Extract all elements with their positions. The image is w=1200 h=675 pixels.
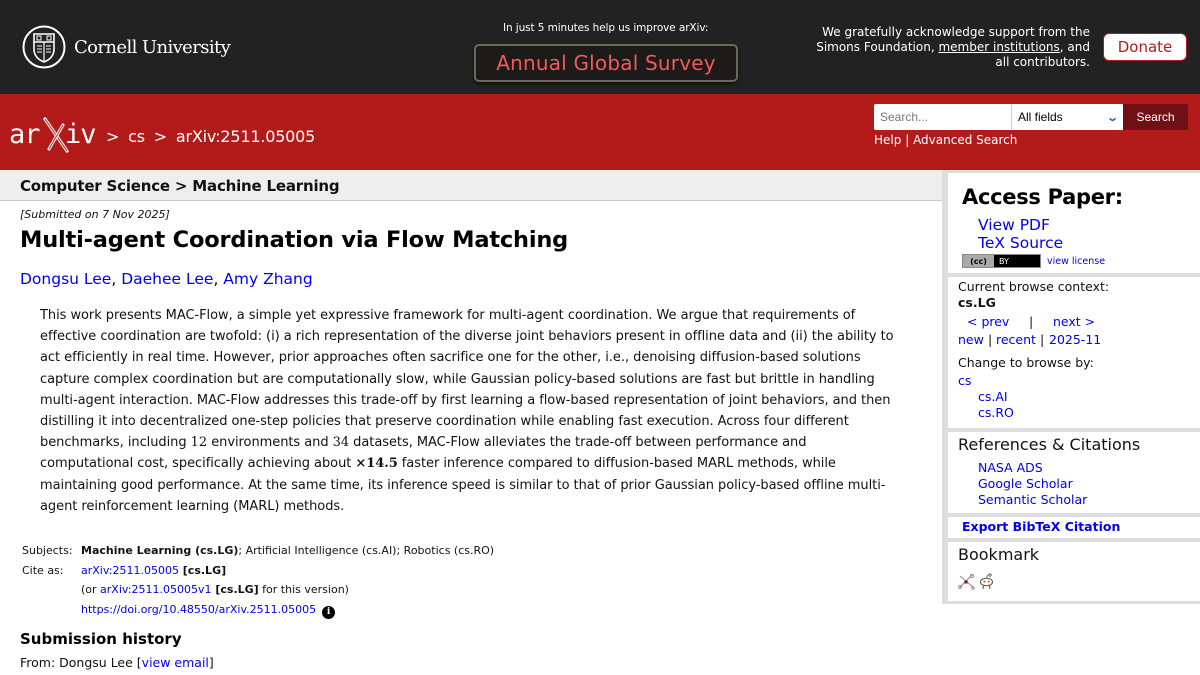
prev-link[interactable]: < prev — [967, 314, 1010, 329]
browse-cs-ro-link[interactable]: cs.RO — [978, 405, 1014, 420]
cornell-university-name: Cornell University — [74, 36, 231, 58]
bibsonomy-icon[interactable] — [958, 573, 975, 590]
primary-subject: Machine Learning (cs.LG) — [81, 544, 239, 557]
cite-id-link[interactable]: arXiv:2511.05005 — [81, 563, 179, 577]
abstract-math: ×14.5 — [355, 456, 398, 472]
subjects-label: Subjects: — [22, 544, 73, 557]
doi-value — [81, 600, 335, 620]
support-text-simons: Simons Foundation, — [816, 40, 939, 54]
author-list: Dongsu Lee, Daehee Lee, Amy Zhang — [20, 270, 313, 288]
help-separator: | — [905, 133, 910, 147]
version-suffix: for this version) — [258, 583, 349, 596]
browse-context-label: Current browse context: — [958, 279, 1110, 294]
breadcrumb-separator: > — [106, 127, 120, 146]
search-input[interactable]: Search... — [874, 104, 1011, 130]
annual-global-survey-button[interactable]: Annual Global Survey — [474, 44, 738, 82]
sidebar — [942, 170, 1200, 604]
author-link[interactable]: Amy Zhang — [223, 270, 313, 288]
top-banner — [0, 0, 1200, 94]
help-links — [874, 133, 1017, 147]
export-panel — [948, 517, 1200, 538]
other-subjects: ; Artificial Intelligence (cs.AI); Robotics (cs.RO) — [238, 544, 495, 557]
references-panel — [948, 432, 1200, 513]
from-bracket: ] — [208, 655, 214, 670]
advanced-search-link[interactable]: Advanced Search — [913, 133, 1018, 147]
chevron-down-icon: ⌄ — [1105, 111, 1119, 124]
view-email-link[interactable]: view email — [141, 655, 209, 670]
survey-caption: In just 5 minutes help us improve arXiv: — [503, 22, 709, 34]
author-link[interactable]: Dongsu Lee — [20, 270, 112, 288]
new-link[interactable]: new — [958, 332, 984, 347]
nav-separator: | — [988, 332, 993, 347]
version-category: [cs.LG] — [211, 583, 259, 596]
author-link[interactable]: Daehee Lee — [121, 270, 214, 288]
svg-text:ar: ar — [9, 119, 40, 150]
cite-category: [cs.LG] — [178, 563, 227, 577]
nav-separator: | — [1029, 314, 1034, 329]
info-icon[interactable]: i — [322, 606, 335, 619]
cc-label: (cc) — [963, 255, 995, 267]
breadcrumb — [106, 127, 319, 146]
breadcrumb-cs[interactable]: cs — [128, 127, 145, 146]
access-paper-heading: Access Paper: — [962, 185, 1123, 209]
arxiv-logo-icon[interactable] — [9, 113, 101, 155]
metadata-table — [22, 541, 494, 619]
help-link[interactable]: Help — [874, 133, 902, 147]
abstract-math: 12 — [190, 435, 208, 451]
svg-text:iv: iv — [65, 119, 96, 150]
subject-subheader — [0, 170, 942, 201]
abstract-text: datasets, MAC-Flow alleviates the trade-off between performance and computational cost, specifically achieving about — [40, 435, 807, 472]
member-institutions-link[interactable]: member institutions — [938, 40, 1060, 54]
cite-label: Cite as: — [22, 563, 64, 577]
search-form — [874, 104, 1188, 130]
browse-cs-link[interactable]: cs — [958, 373, 972, 388]
search-button[interactable]: Search — [1123, 104, 1188, 130]
nasa-ads-link[interactable]: NASA ADS — [978, 460, 1043, 475]
subjects-value — [81, 541, 494, 561]
search-field-select[interactable] — [1011, 104, 1123, 130]
version-row — [22, 580, 494, 600]
bookmark-panel — [948, 542, 1200, 601]
paper-title: Multi-agent Coordination via Flow Matching — [20, 227, 569, 253]
view-pdf-link[interactable]: View PDF — [978, 216, 1050, 234]
cc-by-license-icon[interactable] — [962, 254, 1041, 268]
google-scholar-link[interactable]: Google Scholar — [978, 476, 1073, 491]
access-paper-panel — [948, 173, 1200, 273]
from-text: From: Dongsu Lee [ — [20, 655, 142, 670]
view-license-link[interactable]: view license — [1047, 256, 1106, 267]
doi-row — [22, 600, 494, 620]
cornell-seal-icon — [22, 25, 66, 69]
submission-from — [20, 655, 214, 670]
abstract-text: faster inference compared to diffusion-based MARL methods, while maintaining good performance. At the same time, its inference speed is similar to that of prior Gaussian policy-based offline multi-agent reinforcement learning (MARL) methods. — [40, 456, 886, 514]
cite-row — [22, 561, 494, 581]
bookmark-heading: Bookmark — [958, 545, 1040, 564]
breadcrumb-paper-id: arXiv:2511.05005 — [175, 127, 316, 146]
subjects-row — [22, 541, 494, 561]
support-line-3: all contributors. — [995, 55, 1090, 69]
search-field-value: All fields — [1018, 110, 1063, 124]
version-value — [81, 580, 349, 600]
doi-link[interactable]: https://doi.org/10.48550/arXiv.2511.05005 — [81, 602, 317, 616]
cornell-logo-link[interactable] — [22, 25, 230, 69]
abstract-text: This work presents MAC-Flow, a simple yet expressive framework for multi-agent coordination. We argue that requirements of effective coordination are twofold: (i) a rich representation of the diverse joint behaviors present in offline data and (ii) the ability to act efficiently in real time. However, prior approaches often sacrifice one for the other, i.e., denoising diffusion-based solutions capture complex coordination but are computationally slow, while Gaussian policy-based solutions are fast but brittle in handling multi-agent interaction. MAC-Flow addresses this trade-off by first learning a flow-based representation of joint behaviors, and then distilling it into decentralized one-step policies that preserve coordination while enabling fast execution. Across four different benchmarks, including — [40, 308, 894, 451]
bookmark-icons — [958, 573, 995, 590]
month-link[interactable]: 2025-11 — [1049, 332, 1102, 347]
abstract-text: environments and — [207, 435, 333, 451]
semantic-scholar-link[interactable]: Semantic Scholar — [978, 492, 1088, 507]
abstract — [40, 305, 900, 517]
nav-separator: | — [1040, 332, 1045, 347]
cc-by-label: BY — [999, 256, 1009, 266]
submission-dateline: [Submitted on 7 Nov 2025] — [20, 208, 170, 221]
version-prefix: (or — [81, 583, 101, 596]
browse-cs-ai-link[interactable]: cs.AI — [978, 389, 1008, 404]
support-acknowledgement — [790, 25, 1090, 70]
donate-button[interactable]: Donate — [1103, 33, 1187, 61]
recent-link[interactable]: recent — [996, 332, 1036, 347]
browse-context-value: cs.LG — [958, 295, 996, 310]
support-line-2 — [790, 40, 1090, 55]
change-browse-label: Change to browse by: — [958, 355, 1094, 370]
subject-heading: Computer Science > Machine Learning — [20, 177, 340, 195]
reddit-icon[interactable] — [978, 573, 995, 590]
abstract-math: 34 — [332, 435, 350, 451]
empty-label — [22, 580, 81, 600]
support-line-1: We gratefully acknowledge support from the — [822, 25, 1090, 39]
submission-history-heading: Submission history — [20, 630, 182, 648]
references-heading: References & Citations — [958, 435, 1141, 454]
breadcrumb-separator: > — [153, 127, 167, 146]
cite-value — [81, 561, 226, 581]
tex-source-link[interactable]: TeX Source — [978, 234, 1064, 252]
browse-context-panel — [948, 277, 1200, 428]
empty-label — [22, 600, 81, 620]
support-text-and: , and — [1059, 40, 1090, 54]
export-bibtex-link[interactable]: Export BibTeX Citation — [962, 519, 1121, 534]
next-link[interactable]: next > — [1053, 314, 1096, 329]
version-id-link[interactable]: arXiv:2511.05005v1 — [100, 583, 212, 596]
